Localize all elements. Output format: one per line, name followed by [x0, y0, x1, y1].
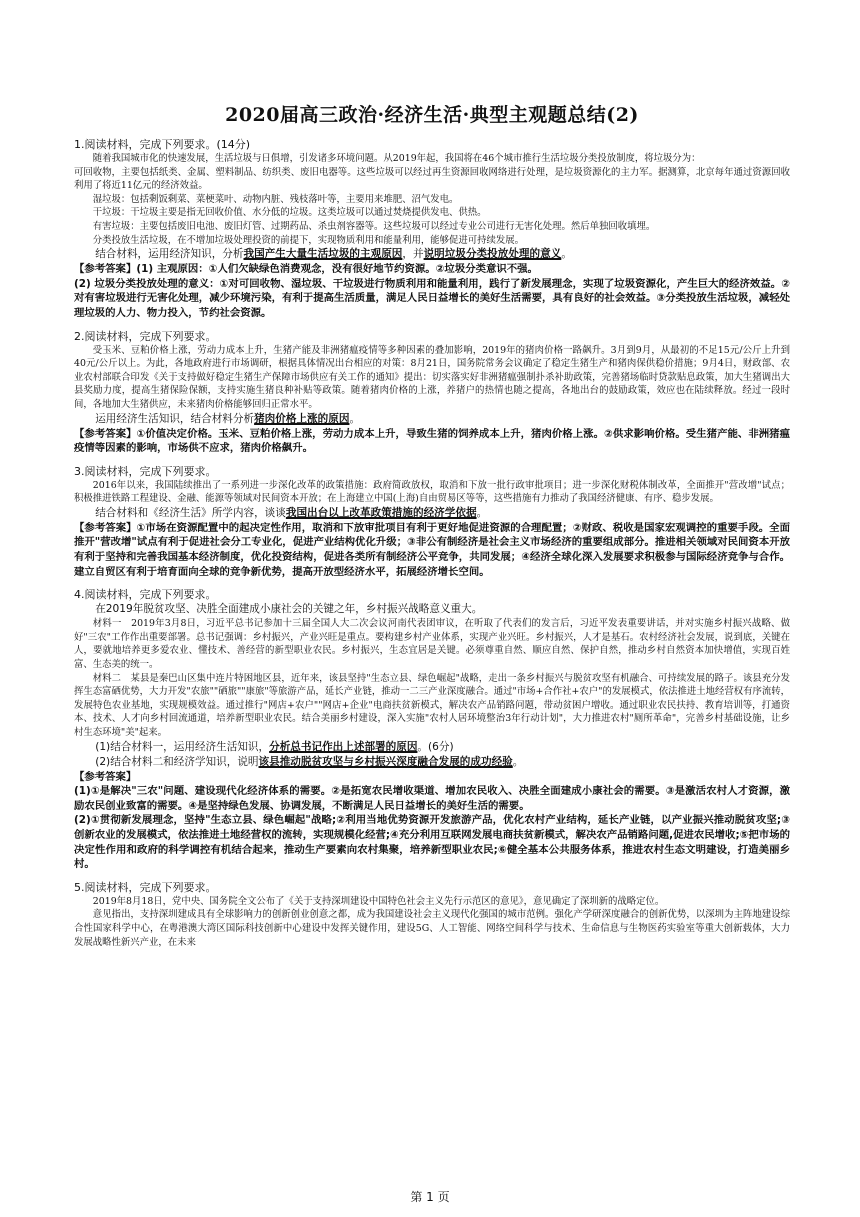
answer-line: 【参考答案】(1) 主观原因：①人们欠缺绿色消费观念，没有很好地节约资源。②垃圾分类意识不强。 [74, 263, 538, 276]
material-paragraph: 2019年8月18日，党中央、国务院全文公布了《关于支持深圳建设中国特色社会主义先行示范区的意见》，意见确定了深圳新的战略定位。 [92, 895, 665, 907]
material-paragraph: 随着我国城市化的快速发展，生活垃圾与日俱增，引发诸多环境问题。从2019年起，我国将在46个城市推行生活垃圾分类投放制度，将垃圾分为： [92, 153, 701, 164]
answer-label: 【参考答案】 [74, 427, 137, 440]
question-2 [74, 329, 790, 456]
answer-line: (2) 垃圾分类投放处理的意义：①对可回收物、湿垃圾、干垃圾进行物质利用和能量利用，践行了新发展理念，实现了垃圾资源化，产生巨大的经济效益。②对有害垃圾进行无害化处理，减少环境污染，有利于提高生活质量，满足人民日益增长的美好生活需要，具有良好的社会效益。③分类投放生活垃圾，减轻处理垃圾的人力、物力投入，节约社会资源。 [74, 277, 790, 319]
answer-line: (2)①贯彻新发展理念，坚持"生态立县、绿色崛起"战略;②利用当地优势资源开发旅游产品，优化农村产业结构，延长产业链，以产业振兴推动脱贫攻坚;③创新农业的发展模式，依法推进土地经营权的流转，实现规模化经营;④充分利用互联网发展电商扶贫新模式，解决农产品销路问题,促进农民增收;⑤把市场的决定性作用和政府的科学调控有机结合起来，推动生产要素向农村集聚，培养新型职业农民;⑥健全基本公共服务体系，推进农村生态文明建设，打造美丽乡村。 [74, 814, 790, 871]
question-5 [74, 880, 790, 949]
underlined-keyword: 我国产生大量生活垃圾的主观原因 [243, 248, 403, 261]
question-heading: 5.阅读材料，完成下列要求。 [74, 880, 217, 894]
underlined-keyword: 分析总书记作出上述部署的原因 [269, 740, 418, 753]
material-paragraph: 2016年以来，我国陆续推出了一系列进一步深化改革的政策措施：政府简政放权，取消和下放一批行政审批项目；进一步深化财税体制改革，全面推开"营改增"试点；积极推进铁路工程建设、金融、能源等领域对民间资本开放；在上海建立中国(上海)自由贸易区等等，这些措施有力推动了我国经济健康、有序、稳步发展。 [74, 479, 790, 505]
lead-sentence: 在2019年脱贫攻坚、决胜全面建成小康社会的关键之年，乡村振兴战略意义重大。 [95, 603, 483, 616]
answer-line: (1)①是解决"三农"问题、建设现代化经济体系的需要。②是拓宽农民增收渠道、增加农民收入、决胜全面建成小康社会的需要。③是激活农村人才资源，激励农民创业致富的需要。④是坚持绿色发展、协调发展，不断满足人民日益增长的美好生活的需要。 [74, 785, 790, 812]
underlined-keyword: 该县推动脱贫攻坚与乡村振兴深度融合发展的成功经验 [258, 755, 513, 768]
material-paragraph: 可回收物，主要包括纸类、金属、塑料制品、纺织类、废旧电器等。这些垃圾可以经过再生资源回收网络进行处理，是垃圾资源化的主力军。据测算，北京每年通过资源回收利用了将近11亿元的经济效益。 [74, 166, 790, 192]
answer-line: 【参考答案】①价值决定价格。玉米、豆粕价格上涨，劳动力成本上升，导致生猪的饲养成本上升，猪肉价格上涨。②供求影响价格。受生猪产能、非洲猪瘟疫情等因素的影响，市场供不应求，猪肉价格飙升。 [74, 427, 791, 455]
material-paragraph: 分类投放生活垃圾，在不增加垃圾处理投资的前提下，实现物质利用和能量利用，能够促进可持续发展。 [92, 234, 525, 246]
answer-label: 【参考答案】 [74, 521, 137, 534]
question-heading: 3.阅读材料，完成下列要求。 [74, 464, 217, 478]
material-paragraph: 材料一 2019年3月8日，习近平总书记参加十三届全国人大二次会议河南代表团审议，在听取了代表们的发言后，习近平发表重要讲话，并对实施乡村振兴战略、做好"三农"工作作出重要部署。总书记强调：乡村振兴，产业兴旺是重点。要构建乡村产业体系，实现产业兴旺。乡村振兴，人才是基石。农村经济社会发展，说到底，关键在人，要就地培养更多爱农业、懂技术、善经营的新型职业农民。乡村振兴，生态宜居是关键。必须尊重自然、顺应自然、保护自然，推动乡村自然资本加快增值，实现百姓富、生态美的统一。 [74, 618, 790, 671]
material-paragraph: 材料二 某县是秦巴山区集中连片特困地区县，近年来，该县坚持"生态立县、绿色崛起"战略，走出一条乡村振兴与脱贫攻坚有机融合、可持续发展的路子。该县充分发挥生态富硒优势，大力开发"农旅""硒旅""康旅"等旅游产品，延长产业链，推动一二三产业深度融合。通过"市场+合作社+农户"的发展模式，依法推进土地经营权有序流转，发展特色农业基地，实现规模效益。通过推行"网店+农户""网店+企业"电商扶贫新模式，解决农产品销路问题，带动贫困户增收。通过职业农民扶持、教育培训等，打通资本、技术、人才向乡村回流通道，培养新型职业农民。结合美丽乡村建设，深入实施"农村人居环境整治3年行动计划"，大力推进农村"厕所革命"，完善乡村基础设施，让乡村生态环境"美"起来。 [74, 672, 790, 738]
underlined-keyword: 我国出台以上改革政策措施的经济学依据 [285, 506, 477, 519]
page-title: 2020届高三政治·经济生活·典型主观题总结(2) [225, 104, 639, 126]
answer-label: 【参考答案】 [74, 263, 137, 276]
answer-line: 【参考答案】①市场在资源配置中的起决定性作用，取消和下放审批项目有利于更好地促进资源的合理配置；②财政、税收是国家宏观调控的重要手段。全面推开"营改增"试点有利于促进社会分工专业化，促进产业结构优化升级；③非公有制经济是社会主义市场经济的重要组成部分。推进相关领域对民间资本开放有利于坚持和完善我国基本经济制度，优化投资结构，促进各类所有制经济公平竞争，共同发展；④经济全球化深入发展要求积极参与国际经济竞争与合作。建立自贸区有利于培育面向全球的竞争新优势，提高开放型经济水平，拓展经济增长空间。 [74, 521, 791, 578]
task-prompt: (2)结合材料二和经济学知识，说明该县推动脱贫攻坚与乡村振兴深度融合发展的成功经验。 [95, 755, 524, 768]
material-paragraph: 湿垃圾：包括剩饭剩菜、菜梗菜叶、动物内脏、残枝落叶等，主要用来堆肥、沼气发电。 [92, 193, 459, 205]
material-paragraph: 意见指出，支持深圳建成具有全球影响力的创新创业创意之都，成为我国建设社会主义现代化强国的城市范例。强化产学研深度融合的创新优势，以深圳为主阵地建设综合性国家科学中心，在粤港澳大湾区国际科技创新中心建设中发挥关键作用，建设5G、人工智能、网络空间科学与技术、生命信息与生物医药实验室等重大创新载体，大力发展战略性新兴产业，在未来 [74, 909, 790, 948]
task-prompt: (1)结合材料一，运用经济生活知识，分析总书记作出上述部署的原因。(6分) [95, 740, 454, 753]
material-paragraph: 干垃圾：干垃圾主要是指无回收价值、水分低的垃圾。这类垃圾可以通过焚烧提供发电、供热。 [92, 207, 487, 219]
answer-label: 【参考答案】 [74, 770, 137, 783]
underlined-keyword: 说明垃圾分类投放处理的意义 [423, 248, 562, 261]
task-prompt: 结合材料，运用经济知识，分析我国产生大量生活垃圾的主观原因，并说明垃圾分类投放处理的意义。 [95, 248, 572, 261]
question-heading: 1.阅读材料，完成下列要求。(14分) [74, 138, 251, 151]
question-heading: 2.阅读材料，完成下列要求。 [74, 329, 217, 343]
question-1 [74, 137, 790, 321]
question-4 [74, 587, 790, 872]
task-prompt: 运用经济生活知识，结合材料分析猪肉价格上涨的原因。 [95, 412, 361, 425]
document-page [74, 100, 790, 957]
material-paragraph: 有害垃圾：主要包括废旧电池、废旧灯管、过期药品、杀虫剂容器等。这些垃圾可以经过专业公司进行无害化处理。然后单独回收填埋。 [92, 220, 656, 232]
task-prompt: 结合材料和《经济生活》所学内容，谈谈我国出台以上改革政策措施的经济学依据。 [95, 506, 488, 519]
material-paragraph: 受玉米、豆粕价格上涨，劳动力成本上升，生猪产能及非洲猪瘟疫情等多种因素的叠加影响，2019年的猪肉价格一路飙升。3月到9月，从最初的不足15元/公斤上升到40元/公斤以上。为此，各地政府进行市场调研，根据具体情况出台相应的对策：8月21日，国务院常务会议确定了稳定生猪生产和猪肉保供稳价措施；9月4日，财政部、农业农村部联合印发《关于支持做好稳定生猪生产保障市场供应有关工作的通知》提出：切实落实好非洲猪瘟强制扑杀补助政策，完善猪场临时贷款贴息政策，加大生猪调出大县奖励力度，提高生猪保险保额，支持实施生猪良种补贴等政策。随着猪肉价格的上涨，养猪户的热情也随之提高，各地出台的鼓励政策，效应也在陆续释放。经过一段时间，各地加大生猪供应，未来猪肉价格能够回归正常水平。 [74, 344, 790, 410]
underlined-keyword: 猪肉价格上涨的原因 [254, 412, 350, 425]
question-heading: 4.阅读材料，完成下列要求。 [74, 588, 217, 602]
page-number: 第 1 页 [410, 1190, 450, 1204]
question-3 [74, 464, 790, 580]
